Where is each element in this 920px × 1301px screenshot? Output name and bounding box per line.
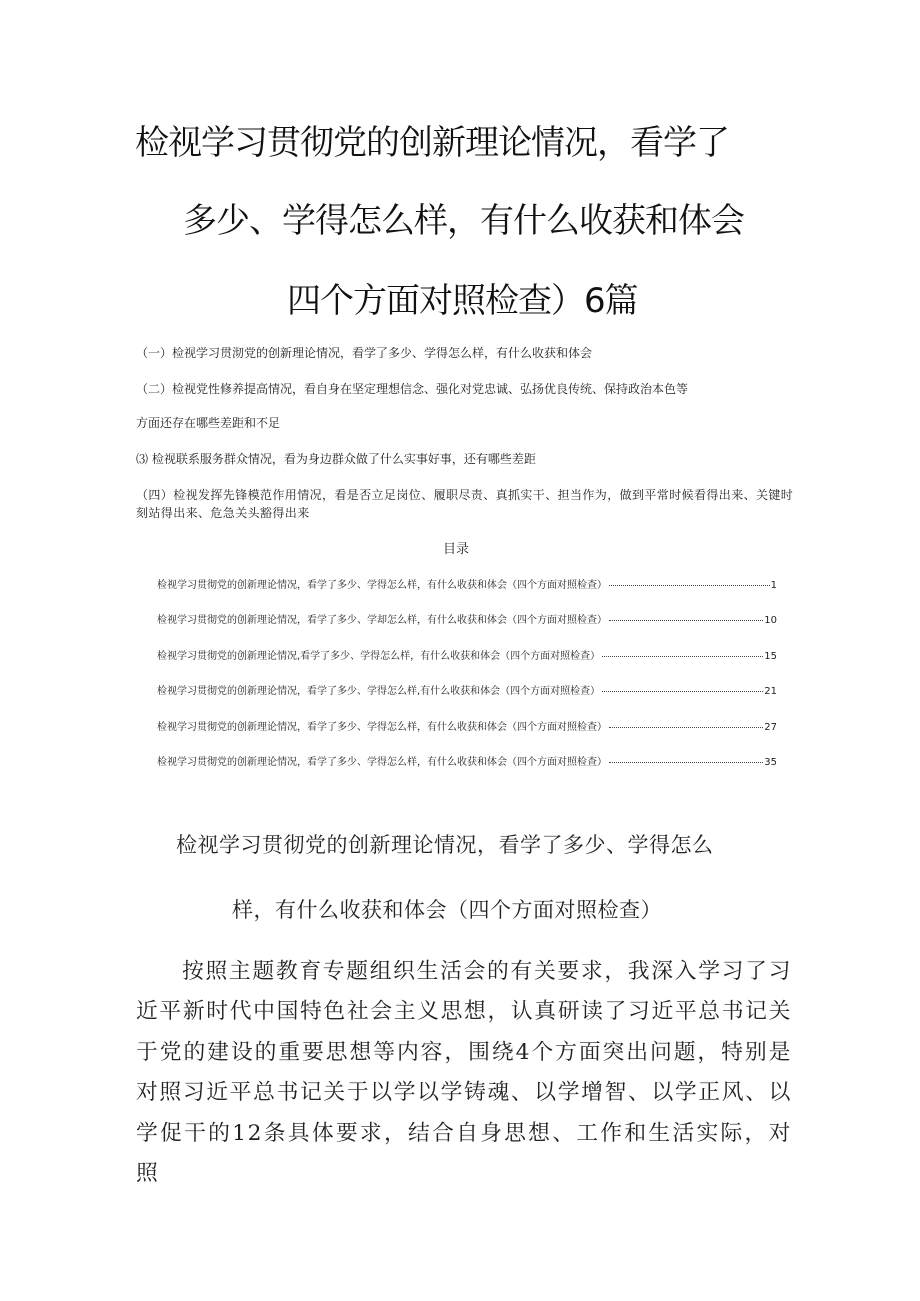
- toc-entry[interactable]: [157, 576, 777, 611]
- table-of-contents: [157, 576, 777, 788]
- toc-leader-dots: [609, 585, 770, 586]
- toc-leader-dots: [602, 656, 763, 657]
- document-title-line-3: 四个方面对照检查）6篇: [287, 281, 638, 321]
- toc-entry-text: 检视学习贯彻党的创新理论情况，看学了多少、学得怎么样，有什么收获和体会（四个方面对照检查）: [157, 721, 607, 733]
- toc-entry[interactable]: [157, 718, 777, 753]
- toc-heading: 目录: [443, 542, 470, 557]
- intro-item-2-continued: 方面还存在哪些差距和不足: [136, 416, 281, 430]
- intro-item-2: （二）检视党性修养提高情况，看自身在坚定理想信念、强化对党忠诚、弘扬优良传统、保持政治本色等: [136, 382, 689, 396]
- section-title-line-1: 检视学习贯彻党的创新理论情况，看学了多少、学得怎么: [176, 833, 714, 857]
- toc-leader-dots: [609, 762, 763, 763]
- toc-entry[interactable]: [157, 611, 777, 646]
- intro-item-3: ⑶ 检视联系服务群众情况，看为身边群众做了什么实事好事，还有哪些差距: [136, 452, 536, 466]
- toc-entry-text: 检视学习贯彻党的创新理论情况,看学了多少、学得怎么样，有什么收获和体会（四个方面对照检查）: [157, 650, 601, 662]
- toc-entry-page: 35: [764, 756, 777, 768]
- toc-entry-page: 10: [764, 615, 777, 627]
- document-title-line-1: 检视学习贯彻党的创新理论情况，看学了: [135, 123, 729, 163]
- toc-entry-text: 检视学习贯彻党的创新理论情况，看学了多少、学得怎么样，有什么收获和体会（四个方面对照检查）: [157, 756, 607, 768]
- intro-item-1: （一）检视学习贯沏党的创新理论情况，看学了多少、学得怎么样，有什么收获和体会: [136, 346, 593, 360]
- toc-entry-text: 检视学习贯彻党的创新理论情况，看学了多少、学却怎么样，有什么收获和体会（四个方面对照检查）: [157, 615, 607, 627]
- toc-entry-page: 21: [764, 686, 777, 698]
- toc-entry[interactable]: [157, 753, 777, 788]
- toc-entry-page: 27: [764, 721, 777, 733]
- toc-entry[interactable]: [157, 682, 777, 717]
- toc-entry-text: 检视学习贯彻党的创新理论情况，看学了多少、学得怎么样,有什么收获和体会（四个方面对照检查）: [157, 686, 601, 698]
- section-body-paragraph: 按照主题教育专题组织生活会的有关要求，我深入学习了习近平新时代中国特色社会主义思想，认真研读了习近平总书记关于党的建设的重要思想等内容，围绕4个方面突出问题，特别是对照习近平总书记关于以学以学铸魂、以学增智、以学正风、以学促干的12条具体要求，结合自身思想、工作和生活实际，对照: [136, 959, 792, 1187]
- intro-item-4: （四）检视发挥先锋模范作用情况，看是否立足岗位、履职尽责、真抓实干、担当作为，做到平常时候看得出来、关键时刻站得出来、危急关头豁得出来: [136, 488, 794, 520]
- section-title-line-2: 样，有什么收获和体会（四个方面对照检查）: [232, 898, 662, 922]
- document-title-line-2: 多少、学得怎么样，有什么收获和体会: [183, 201, 744, 241]
- toc-entry-text: 检视学习贯彻党的创新理论情况，看学了多少、学得怎么样，有什么收获和体会（四个方面对照检查）: [157, 580, 607, 591]
- toc-entry-page: 15: [764, 650, 777, 662]
- toc-entry-page: 1: [770, 580, 777, 591]
- toc-entry[interactable]: [157, 647, 777, 682]
- toc-leader-dots: [602, 691, 763, 692]
- toc-leader-dots: [609, 727, 763, 728]
- toc-leader-dots: [609, 620, 763, 621]
